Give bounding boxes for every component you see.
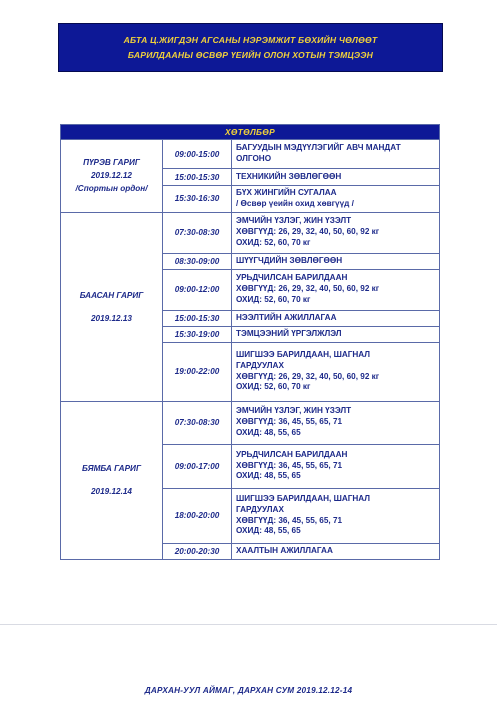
activity-line: ОЛГОНО [236,154,272,163]
activity-cell [232,543,440,559]
activity-line: НЭЭЛТИЙН АЖИЛЛАГАА [236,312,337,322]
activity-line: ОХИД: 48, 55, 65 [236,471,301,481]
activity-line: ХӨВГҮҮД: 26, 29, 32, 40, 50, 60, 92 кг [236,227,380,237]
day-date: 2019.12.12 [91,171,132,181]
activity-line: ТЭМЦЭЭНИЙ ҮРГЭЛЖЛЭЛ [236,328,342,338]
day-date: 2019.12.13 [91,313,132,323]
activity-cell [232,253,440,269]
activity-line: ШИГШЭЭ БАРИЛДААН, ШАГНАЛ [236,494,371,503]
activity-line: БАГУУДЫН МЭДҮҮЛЭГИЙГ АВЧ МАНДАТ [236,143,401,153]
activity-line: ХӨВГҮҮД: 36, 45, 55, 65, 71 [236,515,343,525]
time-range: 15:30-16:30 [163,186,232,213]
activity-line: ОХИД: 52, 60, 70 кг [236,294,311,304]
activity-cell [232,401,440,444]
day-name: ПҮРЭВ ГАРИГ [83,158,140,168]
schedule-row [61,401,440,444]
activity-line: ГАРДУУЛАХ [236,504,284,514]
activity-line: УРЬДЧИЛСАН БАРИЛДААН [236,273,348,283]
time-range: 09:00-17:00 [163,444,232,488]
time-range: 15:00-15:30 [163,310,232,326]
time-range: 07:30-08:30 [163,401,232,444]
time-range: 09:00-12:00 [163,269,232,310]
day-cell [61,401,163,559]
time-range: 19:00-22:00 [163,342,232,401]
activity-line: ЭМЧИЙН ҮЗЛЭГ, ЖИН ҮЗЭЛТ [236,216,352,226]
time-range: 09:00-15:00 [163,140,232,169]
activity-cell [232,169,440,186]
activity-line: ЭМЧИЙН ҮЗЛЭГ, ЖИН ҮЗЭЛТ [236,406,352,416]
time-range: 18:00-20:00 [163,488,232,543]
activity-line: ХААЛТЫН АЖИЛЛАГАА [236,545,333,555]
activity-line: ОХИД: 52, 60, 70 кг [236,237,311,247]
activity-line: ОХИД: 48, 55, 65 [236,427,301,437]
day-name: БААСАН ГАРИГ [79,290,144,300]
divider [0,624,497,625]
activity-cell [232,444,440,488]
activity-line: ТЕХНИКИЙН ЗӨВЛӨГӨӨН [236,171,342,181]
time-range: 15:00-15:30 [163,169,232,186]
time-range: 07:30-08:30 [163,212,232,253]
activity-cell [232,310,440,326]
activity-cell [232,342,440,401]
activity-cell [232,488,440,543]
footer-location: ДАРХАН-УУЛ АЙМАГ, ДАРХАН СУМ 2019.12.12-14 [144,686,353,695]
day-cell [61,212,163,401]
activity-line: ШҮҮГЧДИЙН ЗӨВЛӨГӨӨН [236,255,343,265]
activity-cell [232,140,440,169]
day-cell [61,140,163,213]
time-range: 08:30-09:00 [163,253,232,269]
header-line-2: БАРИЛДААНЫ ӨСВӨР ҮЕИЙН ОЛОН ХОТЫН ТЭМЦЭЭН [127,49,374,60]
activity-line: ХӨВГҮҮД: 26, 29, 32, 40, 50, 60, 92 кг [236,371,380,381]
activity-line: ХӨВГҮҮД: 36, 45, 55, 65, 71 [236,460,343,470]
activity-line: ШИГШЭЭ БАРИЛДААН, ШАГНАЛ [236,350,371,359]
activity-line: / Өсвөр үеийн охид хөвгүүд / [236,198,354,208]
activity-line: БҮХ ЖИНГИЙН СУГАЛАА [236,188,337,197]
time-range: 15:30-19:00 [163,326,232,342]
day-venue: /Спортын ордон/ [75,184,148,194]
activity-cell [232,212,440,253]
activity-line: ХӨВГҮҮД: 36, 45, 55, 65, 71 [236,417,343,427]
schedule-table [60,124,440,560]
day-name: БЯМБА ГАРИГ [82,464,141,474]
header-line-1: АБТА Ц.ЖИГДЭН АГСАНЫ НЭРЭМЖИТ БӨХИЙН ЧӨЛӨӨТ [123,34,378,45]
header-banner [58,23,443,72]
activity-cell [232,269,440,310]
activity-cell [232,326,440,342]
activity-line: ГАРДУУЛАХ [236,360,284,370]
day-date: 2019.12.14 [91,487,132,497]
activity-line: ХӨВГҮҮД: 26, 29, 32, 40, 50, 60, 92 кг [236,284,380,294]
activity-line: ОХИД: 52, 60, 70 кг [236,382,311,392]
schedule-title: ХӨТӨЛБӨР [61,125,440,140]
activity-cell [232,186,440,213]
activity-line: УРЬДЧИЛСАН БАРИЛДААН [236,449,348,459]
time-range: 20:00-20:30 [163,543,232,559]
schedule-row [61,140,440,169]
activity-line: ОХИД: 48, 55, 65 [236,526,301,536]
schedule-row [61,212,440,253]
